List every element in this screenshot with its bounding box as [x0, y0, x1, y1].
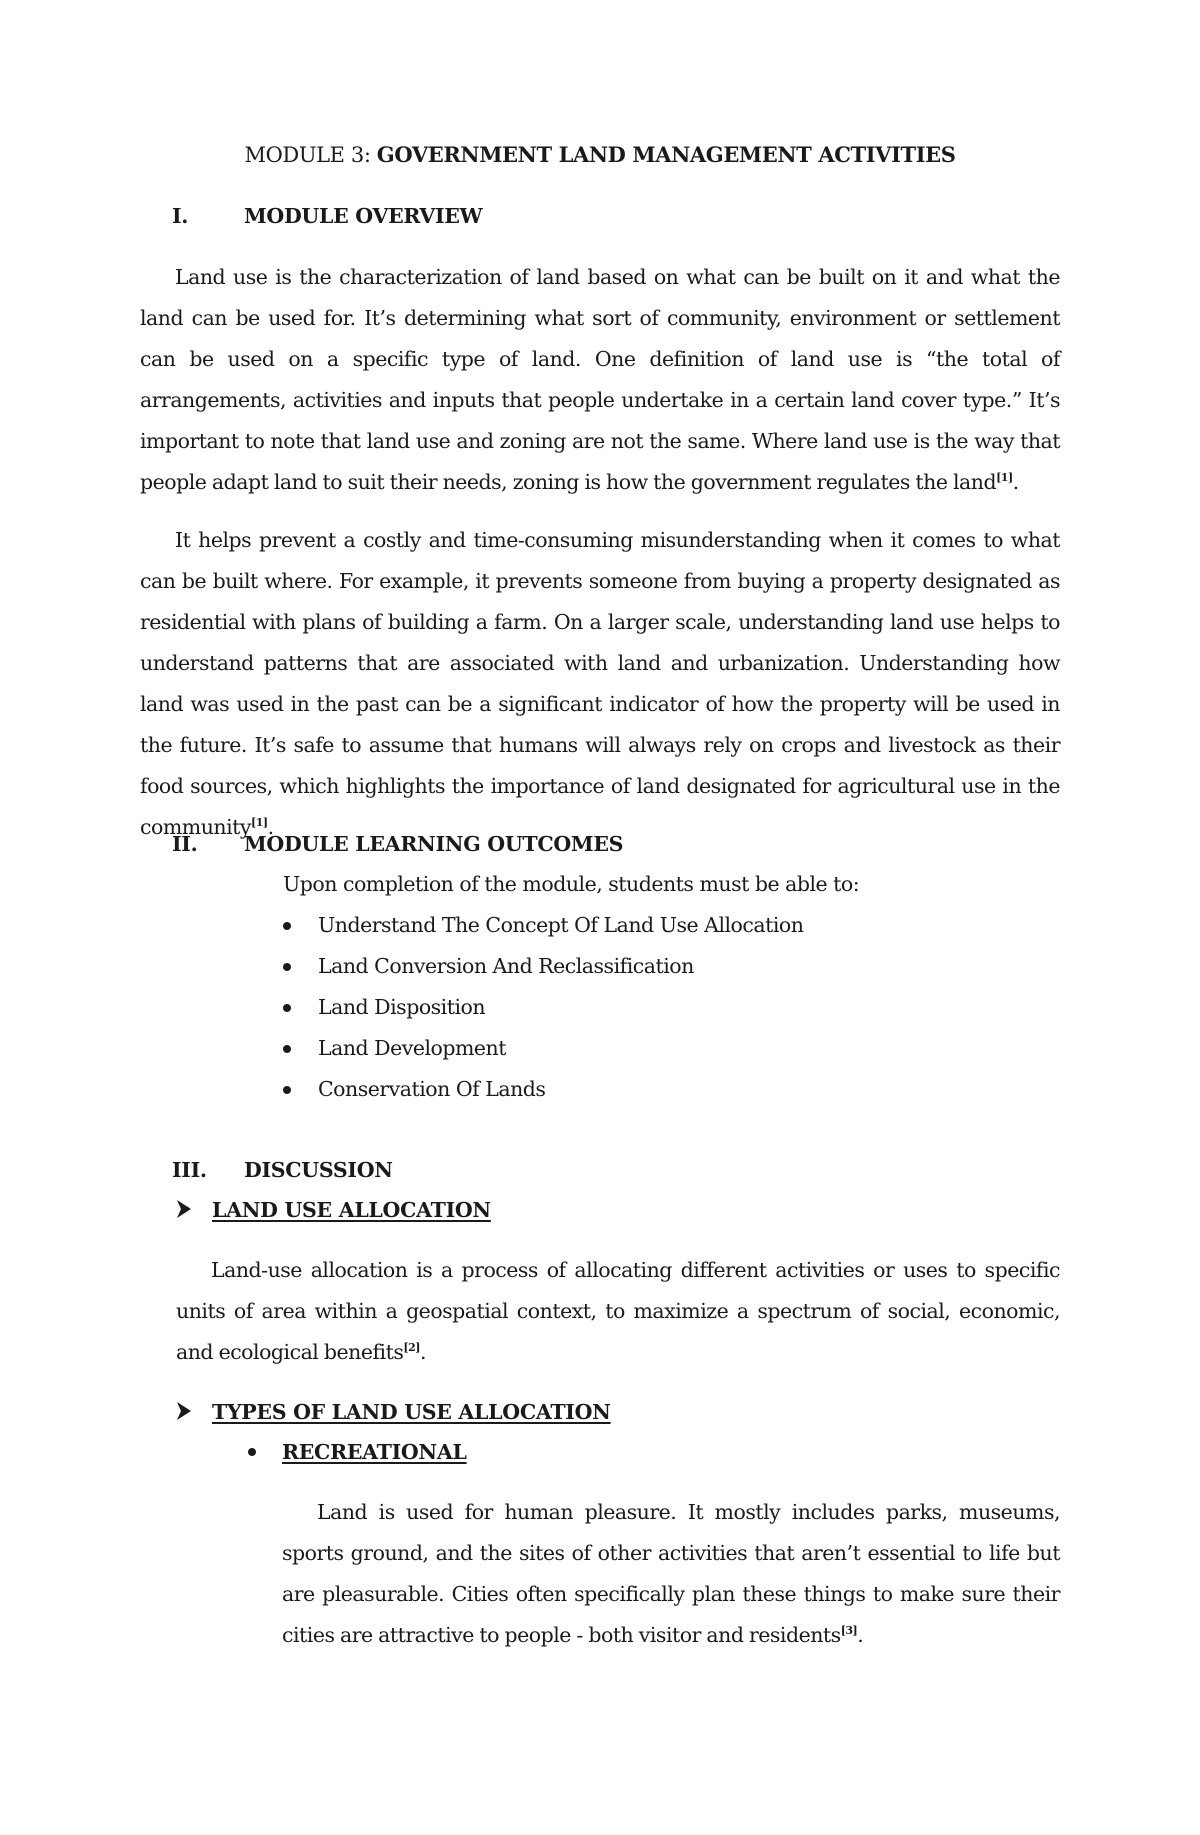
title-prefix: MODULE 3: — [244, 143, 377, 167]
period: . — [1012, 470, 1019, 494]
section-number: II. — [172, 832, 198, 856]
list-item — [283, 905, 803, 946]
outcomes-intro: Upon completion of the module, students must be able to: — [283, 872, 860, 896]
module-title — [0, 142, 1200, 167]
recreational-text: Land is used for human pleasure. It mostly includes parks, museums, sports ground, and the sites of other activities that aren’t essential to life but are pleasurable. Cities often specifically plan these things to make sure their cities are attractive to people - both visitor and residents — [282, 1500, 1060, 1647]
subheading-label: LAND USE ALLOCATION — [212, 1198, 491, 1222]
citation-ref: [1] — [996, 471, 1013, 484]
subheading-label: TYPES OF LAND USE ALLOCATION — [212, 1400, 611, 1424]
section-title: MODULE OVERVIEW — [244, 204, 483, 228]
list-item — [283, 1028, 803, 1069]
list-item — [283, 987, 803, 1028]
overview-p2-text: It helps prevent a costly and time-consuming misunderstanding when it comes to what can be built where. For example, it prevents someone from buying a property designated as residential with plans of building a farm. On a larger scale, understanding land use helps to understand patterns that are associated with land and urbanization. Understanding how land was used in the past can be a significant indicator of how the property will be used in the future. It’s safe to assume that humans will always rely on crops and livestock as their food sources, which highlights the importance of land designated for agricultural use in the community — [140, 528, 1060, 839]
arrowhead-bullet-icon — [176, 1401, 192, 1421]
list-item-label: Land Conversion And Reclassification — [318, 954, 694, 978]
bullet-icon — [283, 1004, 291, 1012]
list-item — [283, 1069, 803, 1110]
subheading-label: RECREATIONAL — [282, 1440, 467, 1464]
overview-p1-text: Land use is the characterization of land based on what can be built on it and what the land can be used for. It’s determining what sort of community, environment or settlement can be used on a specific type of land. One definition of land use is “the total of arrangements, activities and inputs that people undertake in a certain land cover type.” It’s important to note that land use and zoning are not the same. Where land use is the way that people adapt land to suit their needs, zoning is how the government regulates the land — [140, 265, 1060, 494]
bullet-icon — [283, 963, 291, 971]
overview-paragraph-2 — [140, 520, 1060, 848]
citation-ref: [2] — [403, 1341, 420, 1354]
overview-paragraph-1 — [140, 257, 1060, 503]
list-item-label: Understand The Concept Of Land Use Allocation — [318, 913, 804, 937]
outcomes-list — [283, 905, 803, 1110]
citation-ref: [1] — [250, 816, 268, 829]
list-item — [283, 946, 803, 987]
period: . — [419, 1340, 426, 1364]
list-item-label: Land Disposition — [318, 995, 486, 1019]
period: . — [857, 1623, 864, 1647]
land-use-allocation-paragraph — [176, 1250, 1060, 1373]
section-title: DISCUSSION — [244, 1158, 393, 1182]
bullet-icon — [283, 1045, 291, 1053]
lua-text: Land-use allocation is a process of allocating different activities or uses to specific units of area within a geospatial context, to maximize a spectrum of social, economic, and ecological benefits — [176, 1258, 1060, 1364]
section-number: I. — [172, 204, 189, 228]
arrowhead-bullet-icon — [176, 1199, 192, 1219]
bullet-icon — [283, 1086, 291, 1094]
list-item-label: Land Development — [318, 1036, 506, 1060]
bullet-icon — [283, 922, 291, 930]
section-title: MODULE LEARNING OUTCOMES — [244, 832, 624, 856]
list-item-label: Conservation Of Lands — [318, 1077, 546, 1101]
recreational-paragraph — [282, 1492, 1060, 1656]
citation-ref: [3] — [840, 1624, 858, 1637]
period: . — [267, 815, 274, 839]
section-number: III. — [172, 1158, 207, 1182]
title-bold: GOVERNMENT LAND MANAGEMENT ACTIVITIES — [376, 142, 956, 167]
bullet-icon — [248, 1448, 256, 1456]
